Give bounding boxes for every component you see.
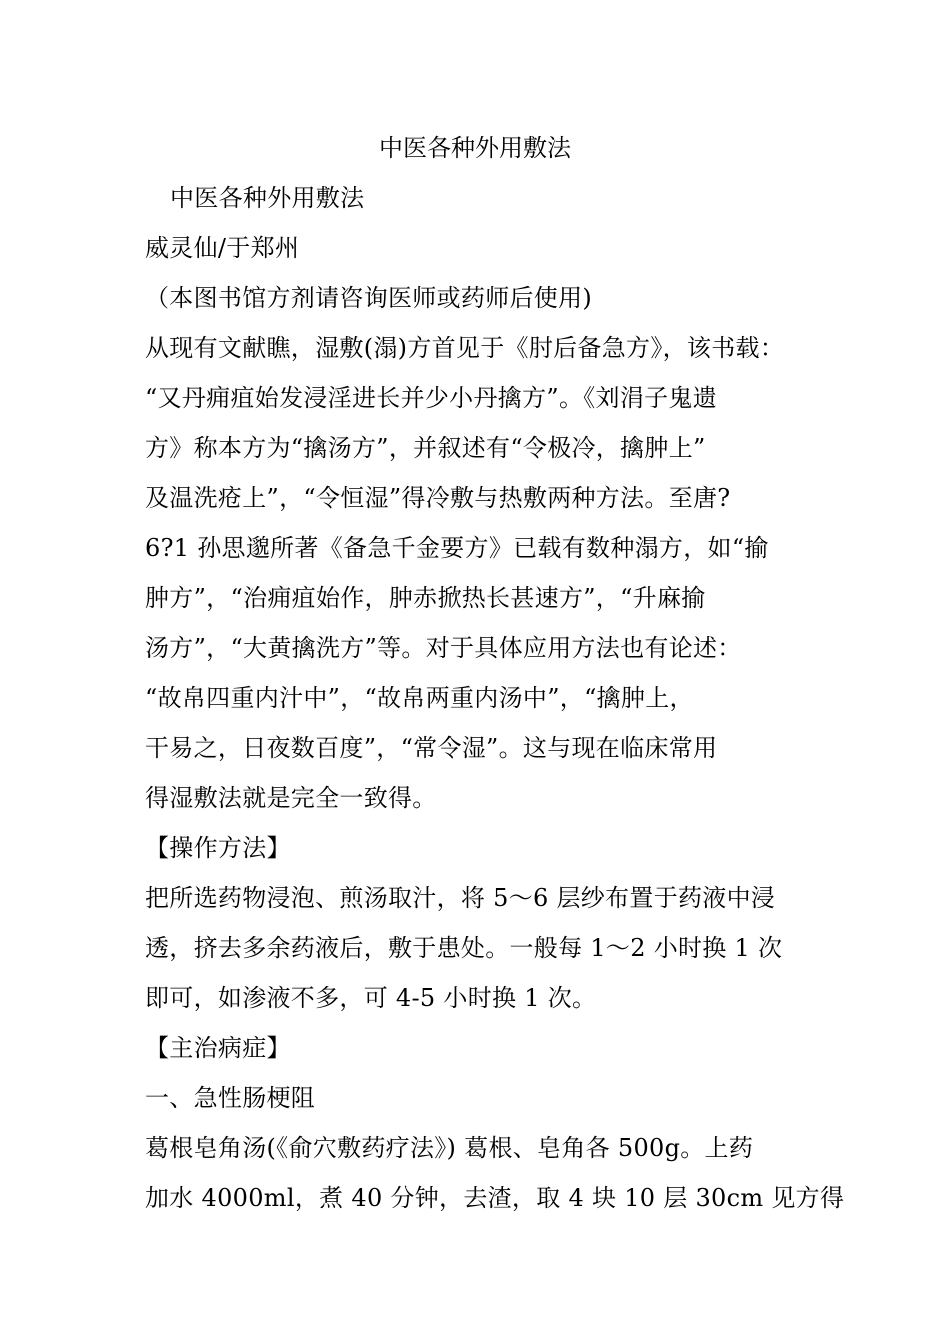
section-heading-operation: 【操作方法】: [145, 834, 291, 862]
operation-line: 透，挤去多余药液后，敷于患处。一般每 1～2 小时换 1 次: [145, 934, 783, 962]
intro-line: 从现有文献瞧，湿敷(溻)方首见于《肘后备急方》，该书载：: [145, 334, 785, 362]
document-subtitle: 中医各种外用敷法: [170, 184, 365, 212]
document-title: 中医各种外用敷法: [379, 134, 571, 162]
intro-line: 肿方”，“治痈疽始作，肿赤掀热长甚速方”，“升麻揄: [145, 584, 706, 612]
item-line: 加水 4000ml，煮 40 分钟，去渣，取 4 块 10 层 30cm 见方得: [145, 1184, 845, 1212]
author-line: 威灵仙/于郑州: [145, 234, 300, 262]
intro-line: 及温洗疮上”，“令恒湿”得冷敷与热敷两种方法。至唐?: [145, 484, 731, 512]
section-heading-indications: 【主治病症】: [145, 1034, 291, 1062]
intro-line: 干易之，日夜数百度”，“常令湿”。这与现在临床常用: [145, 734, 718, 762]
usage-note: （本图书馆方剂请咨询医师或药师后使用): [145, 284, 593, 312]
intro-line: “又丹痈疽始发浸淫进长并少小丹擒方”。《刘涓子鬼遗: [145, 384, 718, 412]
intro-line: 6?1 孙思邈所著《备急千金要方》已载有数种溻方，如“揄: [145, 534, 769, 562]
item-heading: 一、急性肠梗阻: [145, 1084, 316, 1112]
item-line: 葛根皂角汤(《俞穴敷药疗法》) 葛根、皂角各 500g。上药: [145, 1134, 754, 1162]
intro-line: 汤方”，“大黄擒洗方”等。对于具体应用方法也有论述：: [145, 634, 742, 662]
operation-line: 即可，如渗液不多，可 4-5 小时换 1 次。: [145, 984, 597, 1012]
intro-line: 得湿敷法就是完全一致得。: [145, 784, 437, 812]
intro-line: 方》称本方为“擒汤方”，并叙述有“令极冷，擒肿上”: [145, 434, 706, 462]
intro-line: “故帛四重内汁中”，“故帛两重内汤中”，“擒肿上，: [145, 684, 694, 712]
operation-line: 把所选药物浸泡、煎汤取汁，将 5～6 层纱布置于药液中浸: [145, 884, 776, 912]
